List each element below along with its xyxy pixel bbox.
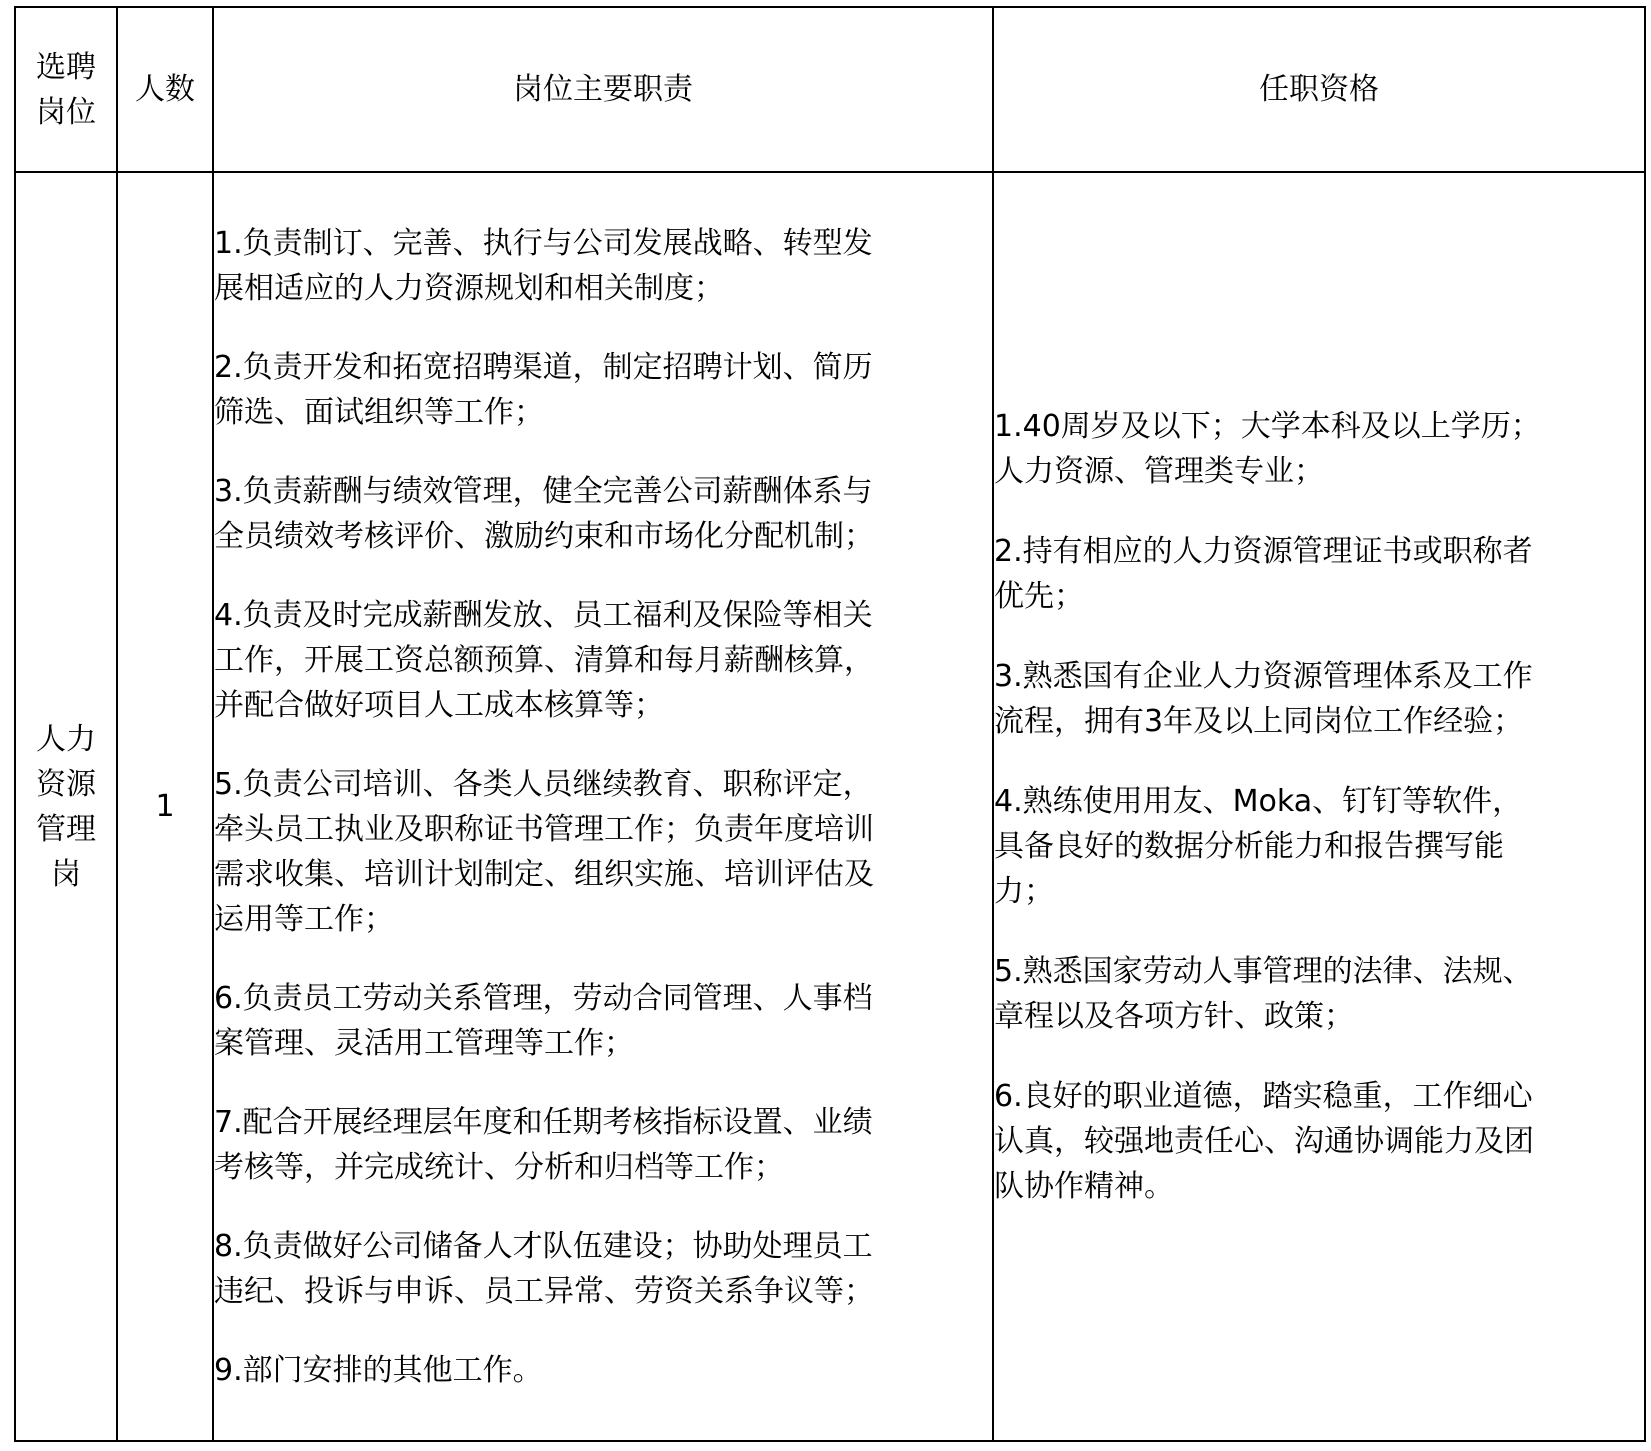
qualification-item: 6.良好的职业道德，踏实稳重，工作细心 认真，较强地责任心、沟通协调能力及团 队协作精神。 — [994, 1079, 1534, 1204]
header-qualifications: 任职资格 — [993, 7, 1645, 172]
duties-cell — [213, 172, 993, 1441]
duty-item: 2.负责开发和拓宽招聘渠道，制定招聘计划、简历 筛选、面试组织等工作； — [214, 349, 873, 430]
table-header-row — [15, 7, 1645, 172]
qualification-item: 3.熟悉国有企业人力资源管理体系及工作 流程，拥有3年及以上同岗位工作经验； — [994, 659, 1533, 739]
post-cell — [15, 172, 117, 1441]
table-row — [15, 172, 1645, 1441]
qualifications-list — [994, 404, 1644, 1209]
qualification-item: 4.熟练使用用友、Moka、钉钉等软件， 具备良好的数据分析能力和报告撰写能 力； — [994, 784, 1523, 909]
header-post-label: 选聘 岗位 — [36, 49, 96, 130]
duty-item: 8.负责做好公司储备人才队伍建设；协助处理员工 违纪、投诉与申诉、员工异常、劳资关系争议等； — [214, 1228, 874, 1309]
duty-item: 4.负责及时完成薪酬发放、员工福利及保险等相关 工作，开展工资总额预算、清算和每月薪酬核算， 并配合做好项目人工成本核算等； — [214, 597, 874, 723]
duty-item: 5.负责公司培训、各类人员继续教育、职称评定， 牵头员工执业及职称证书管理工作；负责年度培训 需求收集、培训计划制定、组织实施、培训评估及 运用等工作； — [214, 766, 874, 937]
post-name: 人力 资源 管理 岗 — [36, 721, 96, 892]
duty-item: 1.负责制订、完善、执行与公司发展战略、转型发 展相适应的人力资源规划和相关制度； — [214, 225, 873, 306]
duty-item: 7.配合开展经理层年度和任期考核指标设置、业绩 考核等，并完成统计、分析和归档等工作； — [214, 1104, 873, 1185]
duty-item: 6.负责员工劳动关系管理，劳动合同管理、人事档 案管理、灵活用工管理等工作； — [214, 980, 873, 1061]
header-count: 人数 — [117, 7, 213, 172]
qualifications-cell — [993, 172, 1645, 1441]
header-post — [15, 7, 117, 172]
header-duties: 岗位主要职责 — [213, 7, 993, 172]
count-cell: 1 — [117, 172, 213, 1441]
duty-item: 3.负责薪酬与绩效管理，健全完善公司薪酬体系与 全员绩效考核评价、激励约束和市场化分配机制； — [214, 473, 874, 554]
qualification-item: 2.持有相应的人力资源管理证书或职称者 优先； — [994, 534, 1533, 614]
qualification-item: 5.熟悉国家劳动人事管理的法律、法规、 章程以及各项方针、政策； — [994, 954, 1533, 1034]
duty-item: 9.部门安排的其他工作。 — [214, 1352, 543, 1388]
recruitment-table-sheet — [14, 6, 1644, 1442]
qualification-item: 1.40周岁及以下；大学本科及以上学历； 人力资源、管理类专业； — [994, 409, 1541, 489]
duties-list — [214, 221, 992, 1393]
recruitment-table — [14, 6, 1646, 1442]
